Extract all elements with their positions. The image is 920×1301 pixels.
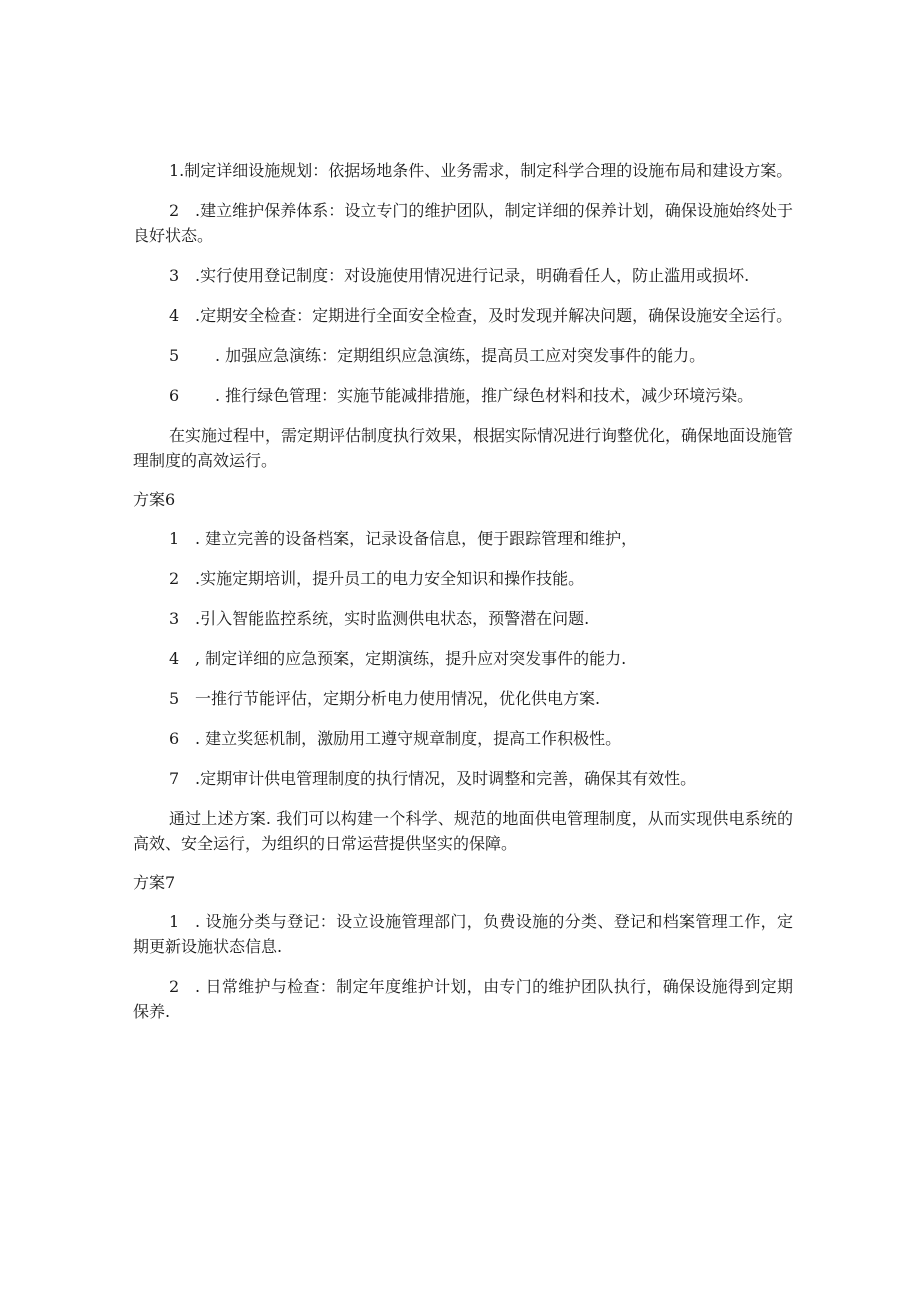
list-item-number: 3 — [169, 609, 180, 628]
list-item — [133, 686, 793, 711]
list-item-text: . 推行绿色管理：实施节能减排措施，推广绿色材料和技术，减少环境污染。 — [215, 386, 754, 405]
list-item-text: .实施定期培训，提升员工的电力安全知识和操作技能。 — [195, 569, 585, 588]
list-item-text: . 加强应急演练：定期组织应急演练，提高员工应对突发事件的能力。 — [215, 346, 706, 365]
list-item-number: 2 — [169, 977, 180, 996]
list-item-number: 1 — [169, 529, 180, 548]
list-item-number: 2 — [169, 201, 180, 220]
list-item-number: 6 — [169, 729, 180, 748]
list-item-number: 4 — [169, 649, 180, 668]
list-item-number: 6 — [169, 386, 180, 405]
list-item-number: 2 — [169, 569, 180, 588]
list-item-number: 5 — [169, 346, 180, 365]
list-item-number: 5 — [169, 689, 180, 708]
list-item — [133, 909, 793, 959]
list-item — [133, 343, 793, 368]
list-item-number: 7 — [169, 769, 180, 788]
list-item — [133, 646, 793, 671]
list-item-text: .定期审计供电管理制度的执行情况，及时调整和完善，确保其有效性。 — [195, 769, 697, 788]
list-item — [133, 263, 793, 288]
list-item — [133, 526, 793, 551]
list-item-text: .建立维护保养体系：设立专门的维护团队，制定详细的保养计划，确保设施始终处于良好状态。 — [133, 201, 793, 245]
list-item-text: . 日常维护与检查：制定年度维护计划，由专门的维护团队执行，确保设施得到定期保养. — [133, 977, 793, 1021]
list-item — [133, 766, 793, 791]
list-item — [133, 566, 793, 591]
section-heading: 方案6 — [133, 490, 176, 509]
list-item — [133, 303, 793, 328]
list-item-text: .引入智能监控系统，实时监测供电状态，预警潜在问题. — [195, 609, 590, 628]
list-item-text: . 建立完善的设备档案，记录设备信息，便于跟踪管理和维护， — [195, 529, 638, 548]
list-item-text: .实行使用登记制度：对设施使用情况进行记录，明确看任人，防止滥用或损坏. — [195, 266, 750, 285]
list-item-text: 一推行节能评估，定期分析电力使用情况，优化供电方案. — [195, 689, 601, 708]
list-item-text: 1.制定详细设施规划：依据场地条件、业务需求，制定科学合理的设施布局和建设方案。 — [169, 161, 793, 180]
list-item-text: .定期安全检查：定期进行全面安全检查，及时发现并解决问题，确保设施安全运行。 — [195, 306, 793, 325]
summary-paragraph: 在实施过程中，需定期评估制度执行效果，根据实际情况进行询整优化，确保地面设施管理制度的高效运行。 — [133, 426, 794, 470]
list-item-number: 1 — [169, 912, 180, 931]
list-item-text: . 设施分类与登记：设立设施管理部门，负费设施的分类、登记和档案管理工作，定期更新设施状态信息. — [133, 912, 793, 956]
section-heading: 方案7 — [133, 873, 176, 892]
list-item — [133, 158, 793, 183]
list-item-text: . 建立奖惩机制，激励用工遵守规章制度，提高工作积极性。 — [195, 729, 622, 748]
list-item — [133, 198, 793, 248]
list-item — [133, 606, 793, 631]
list-item — [133, 974, 793, 1024]
list-item-text: , 制定详细的应急预案，定期演练，提升应对突发事件的能力. — [195, 649, 627, 668]
list-item — [133, 383, 793, 408]
list-item — [133, 726, 793, 751]
list-item-number: 3 — [169, 266, 180, 285]
summary-paragraph: 通过上述方案. 我们可以构建一个科学、规范的地面供电管理制度，从而实现供电系统的高效、安全运行，为组织的日常运营提供坚实的保障。 — [133, 809, 793, 853]
document-body — [133, 158, 793, 1039]
list-item-number: 4 — [169, 306, 180, 325]
